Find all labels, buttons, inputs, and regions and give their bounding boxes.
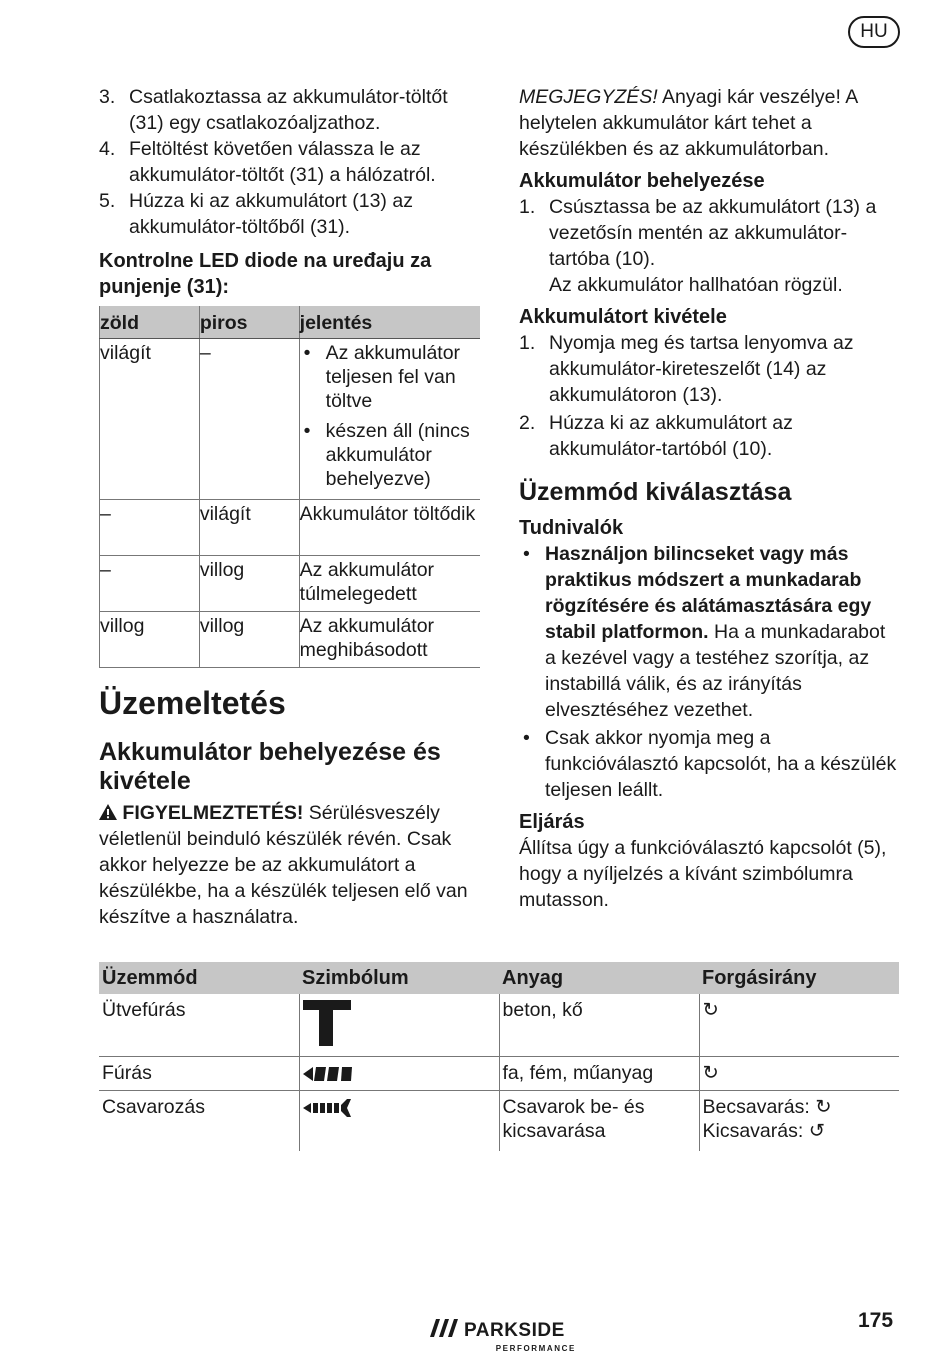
warning-icon — [99, 802, 117, 824]
cell-rotation — [699, 1091, 899, 1151]
note-text: Anyagi kár veszélye! A helytelen akkumulátor kárt tehet a készülékben és az akkumulátorban. — [519, 86, 858, 160]
operation-section — [99, 684, 483, 930]
rotation-in: Becsavarás: ↻ — [702, 1096, 832, 1118]
table-header-row — [100, 306, 481, 339]
col-header-red: piros — [199, 306, 299, 339]
screw-icon — [303, 1096, 353, 1118]
cell-green: világít — [100, 339, 200, 500]
warning-paragraph — [99, 800, 483, 930]
mode-heading: Üzemmód kiválasztása — [519, 478, 792, 506]
cell-rotation: ↻ — [699, 994, 899, 1057]
remove-heading: Akkumulátort kivétele — [519, 306, 727, 328]
cell-meaning: Akkumulátor töltődik — [299, 500, 480, 556]
section-title: Üzemeltetés — [99, 685, 286, 721]
cell-mode: Csavarozás — [102, 1096, 205, 1118]
col-header-mode: Üzemmód — [99, 962, 299, 994]
list-item: • Csak akkor nyomja meg a funkcióválasztó kapcsolót, ha a készülék teljesen leállt. — [519, 725, 901, 803]
col-header-meaning: jelentés — [299, 306, 480, 339]
mode-table — [99, 962, 899, 1151]
col-header-rotation: Forgásirány — [699, 962, 899, 994]
cell-red: világít — [199, 500, 299, 556]
cell-symbol — [299, 994, 499, 1057]
remove-steps — [519, 330, 901, 462]
cell-mode: Fúrás — [99, 1057, 299, 1091]
tips-heading: Tudnivalók — [519, 517, 624, 539]
language-badge: HU — [848, 16, 900, 48]
rotation-out: Kicsavarás: ↺ — [702, 1120, 826, 1142]
procedure-heading: Eljárás — [519, 811, 585, 833]
list-item: 2. Húzza ki az akkumulátort az akkumulátor-tartóból (10). — [519, 412, 793, 460]
cell-green: villog — [100, 612, 200, 668]
logo-brand: PARKSIDE — [464, 1320, 565, 1341]
warning-label: FIGYELMEZTETÉS! — [122, 802, 304, 824]
cell-symbol — [299, 1057, 499, 1091]
cell-material: Csavarok be- és kicsavarása — [499, 1091, 699, 1151]
insert-heading: Akkumulátor behelyezése — [519, 170, 765, 192]
cell-red: villog — [199, 612, 299, 668]
logo-stripes-icon — [430, 1318, 460, 1344]
cell-mode: Ütvefúrás — [99, 994, 299, 1057]
led-heading: Kontrolne LED diode na uređaju za punjenje (31): — [99, 250, 432, 298]
table-row — [99, 994, 899, 1057]
led-table — [99, 306, 480, 668]
left-column — [99, 84, 483, 300]
cell-rotation: ↻ — [699, 1057, 899, 1091]
cell-material: fa, fém, műanyag — [499, 1057, 699, 1091]
table-row — [100, 612, 481, 668]
procedure-text: Állítsa úgy a funkcióválasztó kapcsolót (5), hogy a nyíljelzés a kívánt szimbólumra mutasson. — [519, 837, 887, 911]
note-paragraph — [519, 84, 901, 162]
table-row — [100, 556, 481, 612]
drill-bit-icon — [303, 1062, 353, 1084]
list-item: • készen áll (nincs akkumulátor behelyezve) — [300, 419, 480, 491]
cell-red: villog — [199, 556, 299, 612]
subsection-title: Akkumulátor behelyezése és kivétele — [99, 738, 441, 795]
table-header-row — [99, 962, 899, 994]
cell-material: beton, kő — [499, 994, 699, 1057]
list-item: 5. Húzza ki az akkumulátort (13) az akkumulátor-töltőből (31). — [99, 190, 413, 238]
warning-text: Sérülésveszély véletlenül beinduló készülék révén. Csak akkor helyezze be az akkumulátort a készülékbe, ha a készülék teljesen elő van készítve a használatra. — [99, 802, 468, 928]
parkside-logo — [430, 1318, 580, 1354]
charging-steps — [99, 84, 483, 240]
insert-steps — [519, 194, 901, 298]
cell-green: – — [100, 500, 200, 556]
list-item: 1. Csúsztassa be az akkumulátort (13) a vezetősín mentén az akkumulátor-tartóba (10). Az akkumulátor hallhatóan rögzül. — [519, 196, 877, 296]
cell-meaning: Az akkumulátor túlmelegedett — [299, 556, 480, 612]
cell-green: – — [100, 556, 200, 612]
cell-meaning: Az akkumulátor meghibásodott — [299, 612, 480, 668]
hammer-icon — [303, 1031, 353, 1053]
list-item: 3. Csatlakoztassa az akkumulátor-töltőt (31) egy csatlakozóaljzathoz. — [99, 86, 448, 134]
list-item: 1. Nyomja meg és tartsa lenyomva az akkumulátor-kireteszelőt (14) az akkumulátoron (13). — [519, 332, 854, 406]
logo-sub: PERFORMANCE — [495, 1344, 576, 1353]
col-header-material: Anyag — [499, 962, 699, 994]
table-row — [99, 1057, 899, 1091]
cell-symbol — [299, 1091, 499, 1151]
cell-red: – — [199, 339, 299, 500]
cell-meaning — [299, 339, 480, 500]
table-row — [99, 1091, 899, 1151]
list-item: • Az akkumulátor teljesen fel van töltve — [300, 341, 480, 413]
list-item: • Használjon bilincseket vagy más praktikus módszert a munkadarab rögzítésére és alátámasztására egy stabil platformon. Ha a munkadarabot a kezével vagy a testéhez szorítja, az instabillá válik, és az irányítás elvesztéséhez vezethet. — [519, 541, 901, 723]
page-number: 175 — [858, 1309, 894, 1332]
table-row — [100, 500, 481, 556]
tips-list — [519, 541, 901, 803]
table-row — [100, 339, 481, 500]
note-label: MEGJEGYZÉS! — [519, 86, 658, 108]
right-column — [519, 84, 901, 913]
list-item: 4. Feltöltést követően válassza le az akkumulátor-töltőt (31) a hálózatról. — [99, 138, 436, 186]
col-header-symbol: Szimbólum — [299, 962, 499, 994]
col-header-green: zöld — [100, 306, 200, 339]
